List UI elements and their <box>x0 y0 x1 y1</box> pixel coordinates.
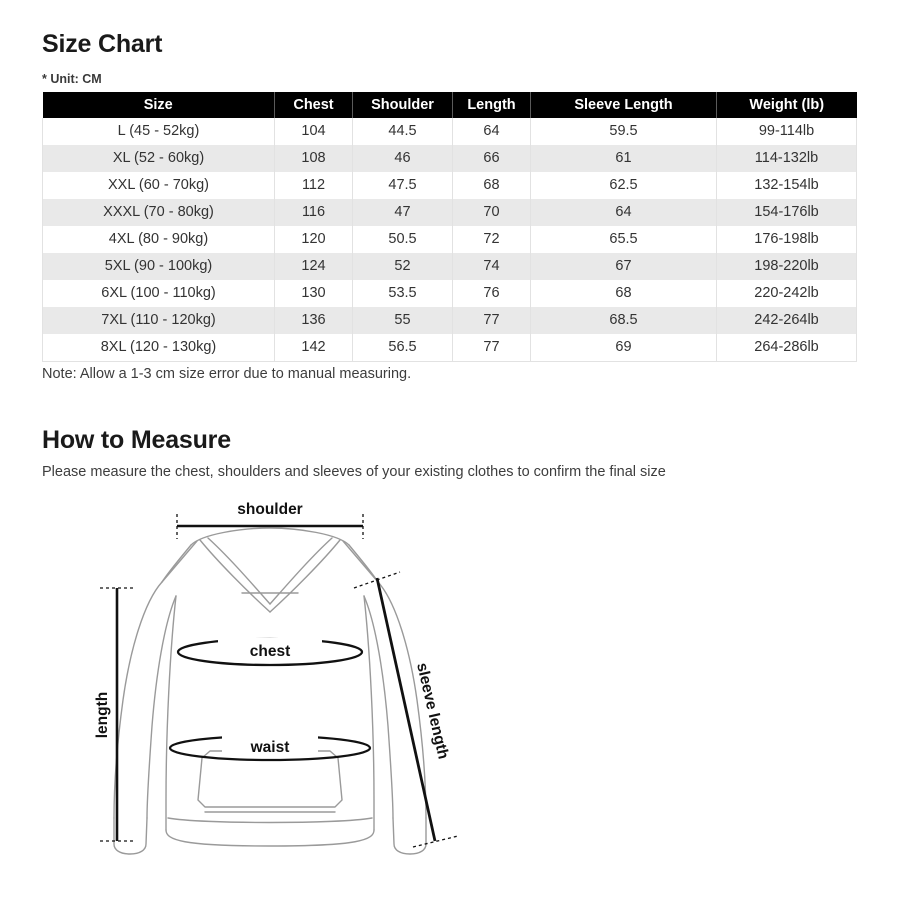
cell-sleeve-length: 68 <box>531 280 717 307</box>
chest-dimension <box>178 638 362 665</box>
table-row <box>43 145 857 172</box>
cell-chest: 120 <box>275 226 353 253</box>
cell-length: 77 <box>453 334 531 362</box>
cell-shoulder: 56.5 <box>353 334 453 362</box>
table-row <box>43 307 857 334</box>
column-header-chest: Chest <box>275 92 353 118</box>
cell-length: 72 <box>453 226 531 253</box>
cell-size: 4XL (80 - 90kg) <box>43 226 275 253</box>
cell-weight: 132-154lb <box>717 172 857 199</box>
hoodie-measure-diagram <box>90 500 510 890</box>
column-header-sleeve-length: Sleeve Length <box>531 92 717 118</box>
cell-sleeve-length: 65.5 <box>531 226 717 253</box>
shoulder-dimension-label: shoulder <box>237 501 303 518</box>
cell-size: XXL (60 - 70kg) <box>43 172 275 199</box>
length-dimension-label: length <box>94 691 111 739</box>
cell-chest: 124 <box>275 253 353 280</box>
cell-shoulder: 44.5 <box>353 118 453 145</box>
hoodie-outline-icon <box>114 528 426 854</box>
cell-chest: 130 <box>275 280 353 307</box>
cell-weight: 220-242lb <box>717 280 857 307</box>
size-chart-note: Note: Allow a 1-3 cm size error due to manual measuring. <box>42 366 412 382</box>
cell-length: 76 <box>453 280 531 307</box>
column-header-length: Length <box>453 92 531 118</box>
waist-dimension-label: waist <box>250 739 290 756</box>
cell-chest: 112 <box>275 172 353 199</box>
cell-shoulder: 50.5 <box>353 226 453 253</box>
cell-sleeve-length: 62.5 <box>531 172 717 199</box>
table-row <box>43 253 857 280</box>
table-row <box>43 334 857 362</box>
cell-weight: 198-220lb <box>717 253 857 280</box>
cell-chest: 104 <box>275 118 353 145</box>
cell-length: 66 <box>453 145 531 172</box>
cell-weight: 242-264lb <box>717 307 857 334</box>
cell-length: 64 <box>453 118 531 145</box>
cell-weight: 154-176lb <box>717 199 857 226</box>
cell-sleeve-length: 64 <box>531 199 717 226</box>
cell-size: XXXL (70 - 80kg) <box>43 199 275 226</box>
cell-sleeve-length: 68.5 <box>531 307 717 334</box>
cell-sleeve-length: 67 <box>531 253 717 280</box>
sleeve-length-dimension-label: sleeve length <box>413 661 452 761</box>
cell-size: 7XL (110 - 120kg) <box>43 307 275 334</box>
cell-size: 5XL (90 - 100kg) <box>43 253 275 280</box>
table-row <box>43 226 857 253</box>
cell-weight: 114-132lb <box>717 145 857 172</box>
how-to-measure-title: How to Measure <box>42 426 231 454</box>
cell-chest: 116 <box>275 199 353 226</box>
waist-dimension <box>170 734 370 760</box>
cell-sleeve-length: 69 <box>531 334 717 362</box>
cell-shoulder: 55 <box>353 307 453 334</box>
shoulder-dimension <box>177 501 363 539</box>
cell-weight: 264-286lb <box>717 334 857 362</box>
table-row <box>43 172 857 199</box>
cell-length: 70 <box>453 199 531 226</box>
cell-size: 6XL (100 - 110kg) <box>43 280 275 307</box>
how-to-measure-subtitle: Please measure the chest, shoulders and sleeves of your existing clothes to confirm the final size <box>42 464 666 480</box>
cell-shoulder: 47 <box>353 199 453 226</box>
table-body <box>43 118 857 362</box>
cell-sleeve-length: 61 <box>531 145 717 172</box>
cell-size: XL (52 - 60kg) <box>43 145 275 172</box>
table-header <box>43 92 857 118</box>
cell-shoulder: 46 <box>353 145 453 172</box>
column-header-shoulder: Shoulder <box>353 92 453 118</box>
cell-chest: 142 <box>275 334 353 362</box>
cell-sleeve-length: 59.5 <box>531 118 717 145</box>
table-header-row <box>43 92 857 118</box>
cell-chest: 108 <box>275 145 353 172</box>
cell-shoulder: 53.5 <box>353 280 453 307</box>
cell-size: L (45 - 52kg) <box>43 118 275 145</box>
cell-size: 8XL (120 - 130kg) <box>43 334 275 362</box>
cell-shoulder: 52 <box>353 253 453 280</box>
cell-chest: 136 <box>275 307 353 334</box>
size-chart-title: Size Chart <box>42 30 163 58</box>
chest-dimension-label: chest <box>249 643 291 660</box>
column-header-size: Size <box>43 92 275 118</box>
table-row <box>43 118 857 145</box>
size-chart-unit-note: * Unit: CM <box>42 72 102 86</box>
size-chart-table <box>42 92 857 362</box>
table-row <box>43 280 857 307</box>
cell-length: 77 <box>453 307 531 334</box>
cell-weight: 176-198lb <box>717 226 857 253</box>
cell-weight: 99-114lb <box>717 118 857 145</box>
cell-length: 68 <box>453 172 531 199</box>
table-row <box>43 199 857 226</box>
cell-shoulder: 47.5 <box>353 172 453 199</box>
cell-length: 74 <box>453 253 531 280</box>
column-header-weight: Weight (lb) <box>717 92 857 118</box>
